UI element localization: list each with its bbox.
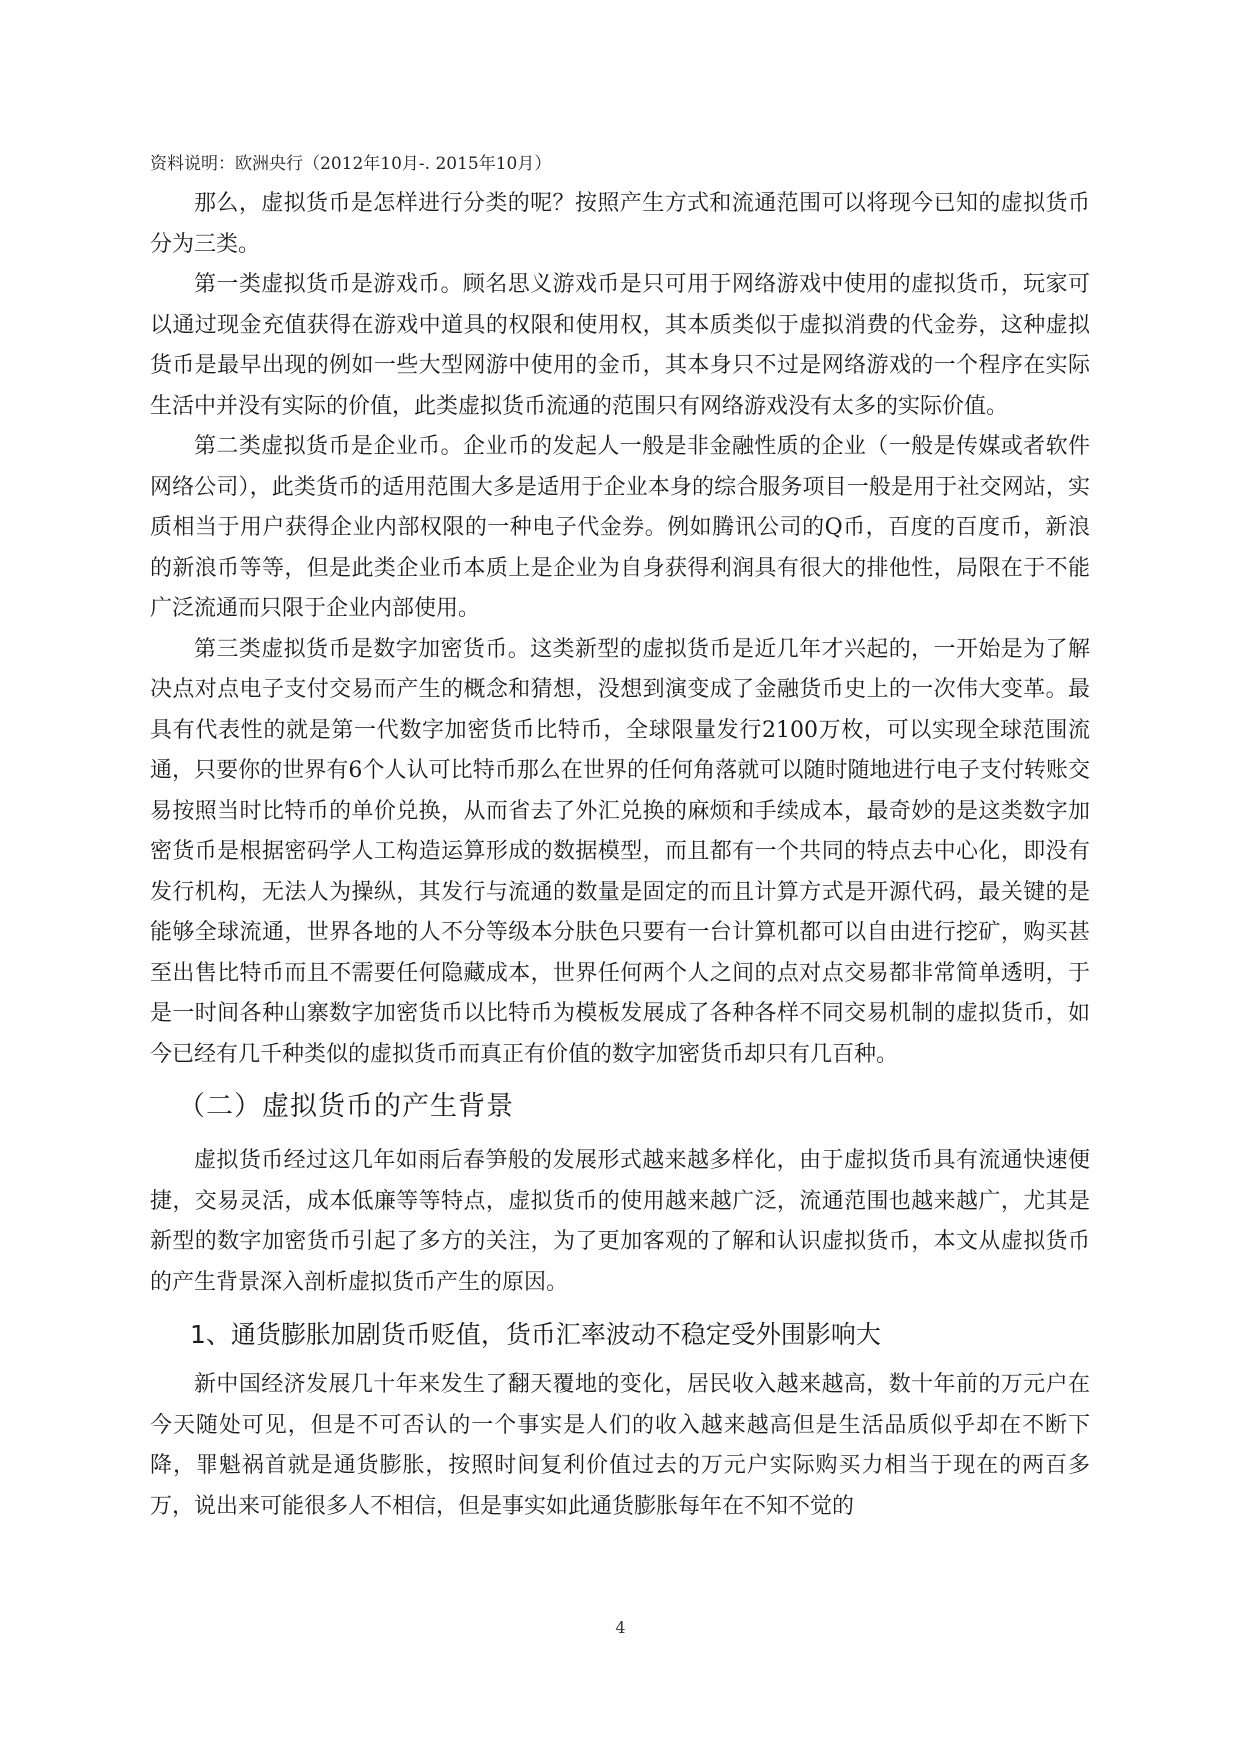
sub-heading: 1、通货膨胀加剧货币贬值，货币汇率波动不稳定受外围影响大 bbox=[190, 1320, 881, 1349]
paragraph-crypto-currency: 第三类虚拟货币是数字加密货币。这类新型的虚拟货币是近几年才兴起的，一开始是为了解决点对点电子支付交易而产生的概念和猜想，没想到演变成了金融货币史上的一次伟大变革。最具有代表性的就是第一代数字加密货币比特币，全球限量发行2100万枚，可以实现全球范围流通，只要你的世界有6个人认可比特币那么在世界的任何角落就可以随时随地进行电子支付转账交易按照当时比特币的单价兑换，从而省去了外汇兑换的麻烦和手续成本，最奇妙的是这类数字加密货币是根据密码学人工构造运算形成的数据模型，而且都有一个共同的特点去中心化，即没有发行机构，无法人为操纵，其发行与流通的数量是固定的而且计算方式是开源代码，最关键的是能够全球流通，世界各地的人不分等级本分肤色只要有一台计算机都可以自由进行挖矿，购买甚至出售比特币而且不需要任何隐藏成本，世界任何两个人之间的点对点交易都非常简单透明，于是一时间各种山寨数字加密货币以比特币为模板发展成了各种各样不同交易机制的虚拟货币，如今已经有几千种类似的虚拟货币而真正有价值的数字加密货币却只有几百种。 bbox=[150, 636, 1090, 1067]
section-heading: （二）虚拟货币的产生背景 bbox=[178, 1091, 514, 1122]
page-number: 4 bbox=[615, 1618, 626, 1637]
paragraph-classification-intro: 那么，虚拟货币是怎样进行分类的呢？按照产生方式和流通范围可以将现今已知的虚拟货币分为三类。 bbox=[150, 191, 1090, 257]
paragraph-game-currency: 第一类虚拟货币是游戏币。顾名思义游戏币是只可用于网络游戏中使用的虚拟货币，玩家可以通过现金充值获得在游戏中道具的权限和使用权，其本质类似于虚拟消费的代金券，这种虚拟货币是最早出现的例如一些大型网游中使用的金币，其本身只不过是网络游戏的一个程序在实际生活中并没有实际的价值，此类虚拟货币流通的范围只有网络游戏没有太多的实际价值。 bbox=[150, 272, 1090, 419]
paragraph-background: 虚拟货币经过这几年如雨后春笋般的发展形式越来越多样化，由于虚拟货币具有流通快速便捷，交易灵活，成本低廉等等特点，虚拟货币的使用越来越广泛，流通范围也越来越广，尤其是新型的数字加密货币引起了多方的关注，为了更加客观的了解和认识虚拟货币，本文从虚拟货币的产生背景深入剖析虚拟货币产生的原因。 bbox=[150, 1148, 1090, 1295]
page-content bbox=[150, 152, 1090, 1527]
paragraph-enterprise-currency: 第二类虚拟货币是企业币。企业币的发起人一般是非金融性质的企业（一般是传媒或者软件网络公司），此类货币的适用范围大多是适用于企业本身的综合服务项目一般是用于社交网站，实质相当于用户获得企业内部权限的一种电子代金券。例如腾讯公司的Q币，百度的百度币，新浪的新浪币等等，但是此类企业币本质上是企业为自身获得利润具有很大的排他性，局限在于不能广泛流通而只限于企业内部使用。 bbox=[150, 434, 1090, 621]
source-note: 资料说明：欧洲央行（2012年10月-. 2015年10月） bbox=[150, 154, 552, 174]
paragraph-inflation: 新中国经济发展几十年来发生了翻天覆地的变化，居民收入越来越高，数十年前的万元户在今天随处可见，但是不可否认的一个事实是人们的收入越来越高但是生活品质似乎却在不断下降，罪魁祸首就是通货膨胀，按照时间复利价值过去的万元户实际购买力相当于现在的两百多万，说出来可能很多人不相信，但是事实如此通货膨胀每年在不知不觉的 bbox=[150, 1372, 1090, 1519]
